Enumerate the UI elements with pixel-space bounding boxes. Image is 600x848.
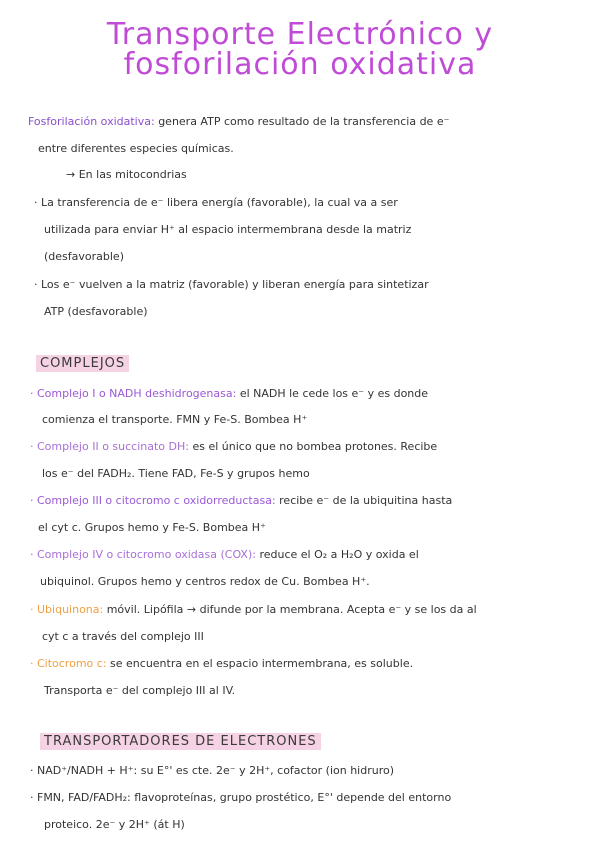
complejo-2-line-2: los e⁻ del FADH₂. Tiene FAD, Fe-S y grupos hemo (42, 467, 310, 480)
intro-line-8: ATP (desfavorable) (44, 305, 148, 318)
complejo-1-line-2: comienza el transporte. FMN y Fe-S. Bombea H⁺ (42, 413, 308, 426)
citocromo-c-line-2: Transporta e⁻ del complejo III al IV. (44, 684, 236, 697)
intro-line-2: entre diferentes especies químicas. (38, 142, 234, 155)
intro-line-4: · La transferencia de e⁻ libera energía (favorable), la cual va a ser (34, 196, 398, 209)
complejo-1-line-1: · Complejo I o NADH deshidrogenasa: el NADH le cede los e⁻ y es donde (30, 387, 429, 400)
intro-line-3: → En las mitocondrias (66, 168, 187, 181)
complejo-3-line-1: · Complejo III o citocromo c oxidorreductasa: recibe e⁻ de la ubiquitina hasta (30, 494, 453, 507)
complejo-4-line-1: · Complejo IV o citocromo oxidasa (COX): reduce el O₂ a H₂O y oxida el (30, 548, 419, 561)
term-fosforilacion: Fosforilación oxidativa: (28, 115, 155, 128)
ubiquinona-line-2: cyt c a través del complejo III (42, 630, 204, 643)
citocromo-c-line-1: · Citocromo c: se encuentra en el espacio intermembrana, es soluble. (30, 657, 414, 670)
intro-line-5: utilizada para enviar H⁺ al espacio intermembrana desde la matriz (44, 223, 412, 236)
intro-text-1: genera ATP como resultado de la transferencia de e⁻ (158, 115, 450, 128)
complejo-2-line-1: · Complejo II o succinato DH: es el único que no bombea protones. Recibe (30, 440, 438, 453)
section-transportadores-heading: TRANSPORTADORES DE ELECTRONES (40, 734, 321, 749)
section-complejos-heading: COMPLEJOS (36, 356, 129, 371)
complejo-3-line-2: el cyt c. Grupos hemo y Fe-S. Bombea H⁺ (38, 521, 266, 534)
page-title-line-2: fosforilación oxidativa (123, 47, 477, 82)
transportador-2: · FMN, FAD/FADH₂: flavoproteínas, grupo prostético, E°' depende del entorno (30, 791, 452, 804)
complejo-4-line-2: ubiquinol. Grupos hemo y centros redox de Cu. Bombea H⁺. (40, 575, 370, 588)
intro-line-6: (desfavorable) (44, 250, 124, 263)
intro-line-7: · Los e⁻ vuelven a la matriz (favorable) y liberan energía para sintetizar (34, 278, 429, 291)
transportador-3: proteico. 2e⁻ y 2H⁺ (át H) (44, 818, 185, 831)
page-title-line-1: Transporte Electrónico y (106, 17, 494, 52)
ubiquinona-line-1: · Ubiquinona: móvil. Lipófila → difunde por la membrana. Acepta e⁻ y se los da al (30, 603, 477, 616)
transportador-1: · NAD⁺/NADH + H⁺: su E°' es cte. 2e⁻ y 2H⁺, cofactor (ion hidruro) (30, 764, 394, 777)
intro-line-1 (28, 115, 449, 129)
